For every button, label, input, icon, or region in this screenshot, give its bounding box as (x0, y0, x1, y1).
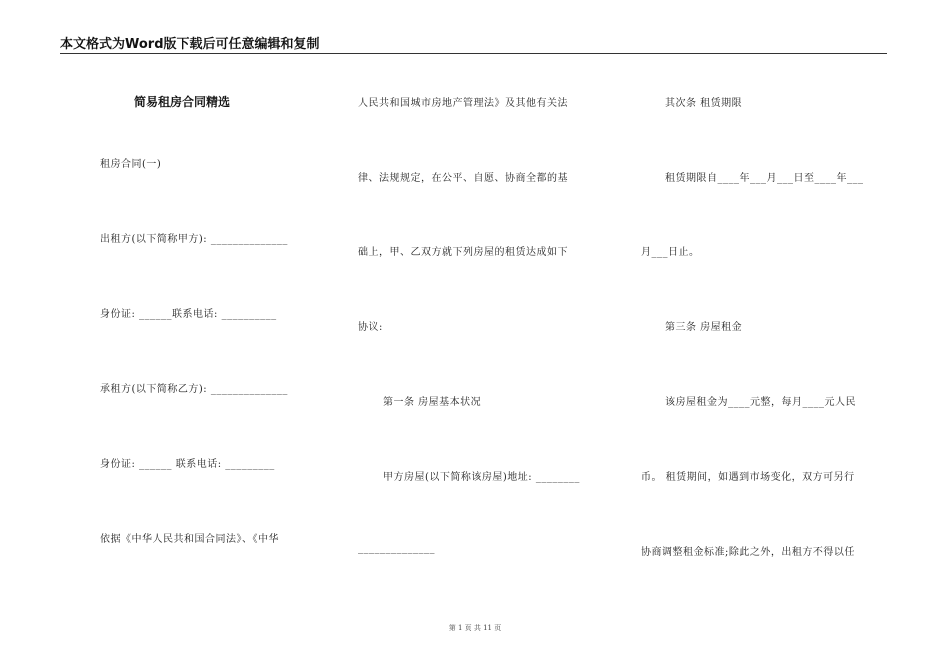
rent-line-2: 币。 租赁期间，如遇到市场变化，双方可另行 (641, 472, 855, 483)
legal-basis-line-3: 律、法规规定，在公平、自愿、协商全都的基 (358, 173, 568, 184)
agreement-label: 协议: (358, 322, 383, 333)
lessor-id-phone-line: 身份证: ______联系电话: __________ (100, 309, 277, 320)
article-1-heading: 第一条 房屋基本状况 (383, 397, 482, 408)
lease-term-line-1: 租赁期限自____年___月___日至____年___ (665, 173, 864, 184)
contract-subtitle: 租房合同(一) (100, 159, 162, 170)
lessee-id-phone-line: 身份证: ______ 联系电话: _________ (100, 459, 275, 470)
rent-line-3: 协商调整租金标准;除此之外，出租方不得以任 (641, 547, 855, 558)
legal-basis-line-2: 人民共和国城市房地产管理法》及其他有关法 (358, 98, 568, 109)
legal-basis-line-4: 础上，甲、乙双方就下列房屋的租赁达成如下 (358, 247, 568, 258)
header-divider (60, 53, 887, 54)
rent-line-1: 该房屋租金为____元整，每月____元人民 (665, 397, 856, 408)
article-2-heading: 其次条 租赁期限 (665, 98, 743, 109)
page-footer: 第 1 页 共 11 页 (448, 624, 502, 632)
property-address-blank: ______________ (358, 543, 435, 554)
page-header: 本文格式为Word版下载后可任意编辑和复制 (60, 37, 320, 52)
lessee-line: 承租方(以下简称乙方): ______________ (100, 384, 288, 395)
document-title: 简易租房合同精选 (134, 95, 231, 109)
lessor-line: 出租方(以下简称甲方): ______________ (100, 234, 288, 245)
property-address-line: 甲方房屋(以下简称该房屋)地址: ________ (383, 472, 580, 483)
article-3-heading: 第三条 房屋租金 (665, 322, 743, 333)
legal-basis-line-1: 依据《中华人民共和国合同法》、《中华 (100, 534, 279, 545)
lease-term-line-2: 月___日止。 (641, 247, 700, 258)
